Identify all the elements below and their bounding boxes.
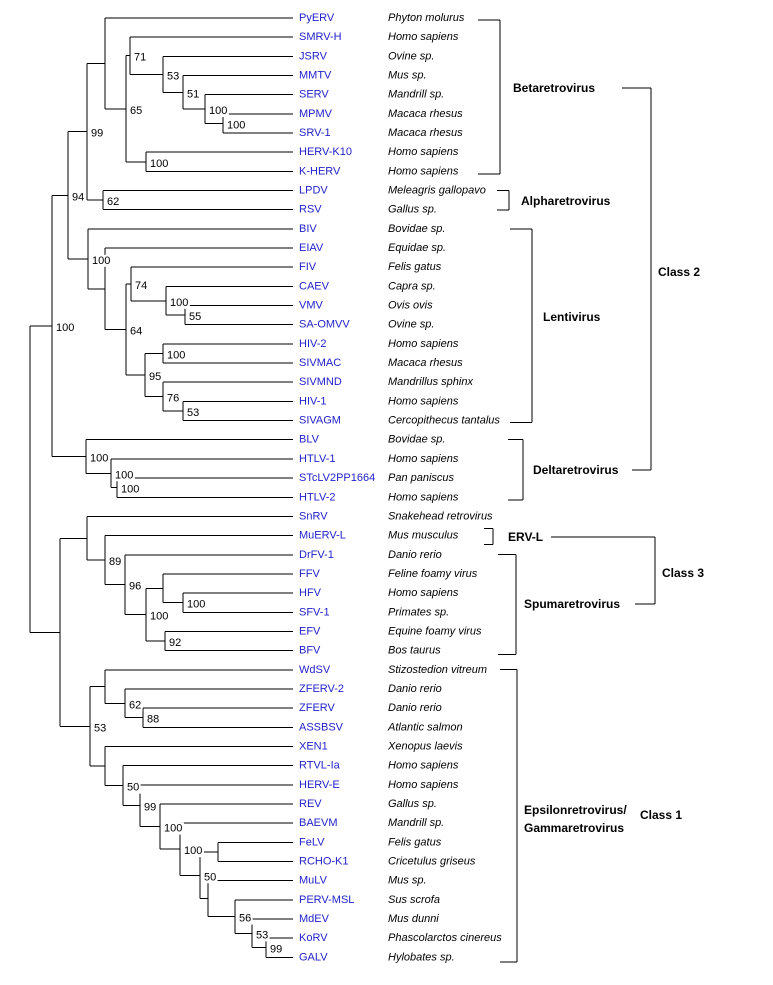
species-label: Primates sp. [388, 606, 450, 619]
species-label: Mandrill sp. [388, 817, 445, 830]
taxon-label: SnRV [299, 510, 328, 523]
species-label: Homo sapiens [388, 452, 459, 465]
species-label: Homo sapiens [388, 778, 459, 791]
bootstrap-label: 65 [130, 104, 143, 117]
class-label: Class 1 [640, 808, 683, 822]
taxon-label: HERV-E [299, 778, 340, 791]
species-label: Bos taurus [388, 644, 441, 657]
bootstrap-label: 53 [94, 722, 107, 735]
species-label: Felis gatus [388, 261, 442, 274]
bootstrap-label: 99 [91, 127, 104, 140]
species-label: Mus sp. [388, 69, 427, 82]
bootstrap-label: 50 [204, 871, 217, 884]
taxon-label: KoRV [299, 932, 328, 945]
taxon-label: BLV [299, 433, 319, 446]
species-label: Macaca rhesus [388, 357, 463, 370]
species-label: Xenopus laevis [388, 740, 463, 753]
species-label: Bovidae sp. [388, 433, 446, 446]
taxon-label: K-HERV [299, 165, 341, 178]
species-label: Homo sapiens [388, 395, 459, 408]
bootstrap-label: 96 [129, 580, 142, 593]
species-label: Danio rerio [388, 548, 442, 561]
bootstrap-label: 100 [150, 610, 169, 623]
taxon-label: MdEV [299, 912, 329, 925]
species-label: Equidae sp. [388, 242, 447, 255]
species-label: Danio rerio [388, 682, 442, 695]
species-label: Gallus sp. [388, 203, 437, 216]
bootstrap-label: 99 [270, 943, 283, 956]
taxon-label: HERV-K10 [299, 146, 352, 159]
taxon-label: ASSBSV [299, 721, 344, 734]
species-label: Ovine sp. [388, 318, 435, 331]
species-label: Bovidae sp. [388, 222, 446, 235]
taxon-label: VMV [299, 299, 323, 312]
taxon-label: MuERV-L [299, 529, 346, 542]
bootstrap-label: 95 [149, 371, 162, 384]
taxon-label: SMRV-H [299, 31, 342, 44]
taxon-label: BFV [299, 644, 321, 657]
species-label: Macaca rhesus [388, 127, 463, 140]
taxon-label: JSRV [299, 50, 327, 63]
species-label: Homo sapiens [388, 31, 459, 44]
bootstrap-label: 74 [135, 279, 148, 292]
bootstrap-label: 100 [167, 349, 186, 362]
taxon-label: BIV [299, 222, 317, 235]
bootstrap-label: 92 [169, 637, 182, 650]
bootstrap-label: 62 [107, 196, 120, 209]
taxon-label: ZFERV-2 [299, 682, 345, 695]
taxon-label: PERV-MSL [299, 893, 355, 906]
species-label: Homo sapiens [388, 146, 459, 159]
bootstrap-label: 100 [227, 119, 246, 132]
species-label: Mus sp. [388, 874, 427, 887]
species-label: Capra sp. [388, 280, 436, 293]
species-label: Homo sapiens [388, 337, 459, 350]
species-label: Mus dunni [388, 912, 439, 925]
bootstrap-label: 100 [209, 105, 228, 118]
species-label: Phyton molurus [388, 12, 465, 24]
species-label: Phascolarctos cinereus [388, 932, 502, 945]
taxon-label: MMTV [299, 69, 332, 82]
species-label: Macaca rhesus [388, 107, 463, 120]
taxon-label: LPDV [299, 184, 328, 197]
bootstrap-label: 100 [187, 598, 206, 611]
taxon-label: SIVMND [299, 376, 342, 389]
taxon-label: FFV [299, 567, 320, 580]
bootstrap-label: 100 [150, 157, 169, 170]
bootstrap-label: 62 [129, 699, 142, 712]
species-label: Meleagris gallopavo [388, 184, 486, 197]
taxon-label: RCHO-K1 [299, 855, 349, 868]
bootstrap-label: 100 [92, 254, 111, 267]
taxon-label: SIVMAC [299, 357, 342, 370]
taxon-label: HTLV-2 [299, 491, 336, 504]
species-label: Homo sapiens [388, 587, 459, 600]
bootstrap-label: 76 [167, 392, 180, 405]
taxon-label: EFV [299, 625, 321, 638]
bootstrap-label: 56 [239, 912, 252, 925]
taxon-label: REV [299, 797, 322, 810]
bootstrap-label: 71 [134, 51, 147, 64]
taxon-label: HIV-1 [299, 395, 327, 408]
taxon-label: BAEVM [299, 817, 338, 830]
species-label: Atlantic salmon [388, 721, 463, 734]
class-label: Class 2 [658, 265, 701, 279]
taxon-label: RTVL-Ia [299, 759, 340, 772]
species-label: Homo sapiens [388, 165, 459, 178]
species-label: Hylobates sp. [388, 951, 455, 964]
group-label: Lentivirus [543, 310, 601, 324]
bootstrap-label: 100 [184, 845, 203, 858]
bootstrap-label: 53 [167, 70, 180, 83]
taxon-label: PyERV [299, 12, 335, 24]
taxon-label: FeLV [299, 836, 325, 849]
species-label: Stizostedion vitreum [388, 663, 488, 676]
species-label: Snakehead retrovirus [388, 510, 493, 523]
taxon-label: FIV [299, 261, 317, 274]
bootstrap-label: 51 [187, 88, 200, 101]
species-label: Mandrill sp. [388, 88, 445, 101]
group-label: Gammaretrovirus [524, 821, 625, 835]
bootstrap-label: 50 [127, 781, 140, 794]
species-label: Danio rerio [388, 702, 442, 715]
bootstrap-label: 53 [256, 929, 269, 942]
species-label: Felis gatus [388, 836, 442, 849]
species-label: Homo sapiens [388, 491, 459, 504]
taxon-label: CAEV [299, 280, 329, 293]
taxon-label: WdSV [299, 663, 331, 676]
bootstrap-label: 100 [90, 452, 109, 465]
species-label: Homo sapiens [388, 759, 459, 772]
taxon-label: HTLV-1 [299, 452, 336, 465]
bootstrap-label: 99 [144, 801, 157, 814]
species-label: Feline foamy virus [388, 567, 478, 580]
taxon-label: SFV-1 [299, 606, 330, 619]
group-label: Alpharetrovirus [521, 194, 611, 208]
taxon-label: EIAV [299, 242, 324, 255]
group-label: Spumaretrovirus [524, 597, 621, 611]
bootstrap-label: 100 [170, 296, 189, 309]
species-label: Ovis ovis [388, 299, 433, 312]
species-label: Ovine sp. [388, 50, 435, 63]
taxon-label: GALV [299, 951, 328, 964]
taxon-label: SIVAGM [299, 414, 341, 427]
species-label: Cricetulus griseus [388, 855, 476, 868]
group-label: Deltaretrovirus [533, 463, 619, 477]
taxon-label: STcLV2PP1664 [299, 472, 376, 485]
bootstrap-label: 100 [115, 469, 134, 482]
species-label: Cercopithecus tantalus [388, 414, 500, 427]
bootstrap-label: 64 [130, 325, 143, 338]
taxon-label: SA-OMVV [299, 318, 350, 331]
taxon-label: SRV-1 [299, 127, 331, 140]
taxon-label: XEN1 [299, 740, 328, 753]
species-label: Equine foamy virus [388, 625, 482, 638]
taxon-label: DrFV-1 [299, 548, 334, 561]
taxon-label: ZFERV [299, 702, 335, 715]
group-label: ERV-L [508, 530, 544, 544]
species-label: Mus musculus [388, 529, 459, 542]
taxon-label: MPMV [299, 107, 332, 120]
taxon-label: HFV [299, 587, 321, 600]
class-label: Class 3 [662, 566, 705, 580]
bootstrap-label: 100 [121, 483, 140, 496]
species-label: Sus scrofa [388, 893, 440, 906]
bootstrap-label: 100 [164, 822, 183, 835]
taxon-label: HIV-2 [299, 337, 327, 350]
bootstrap-label: 89 [109, 556, 122, 569]
species-label: Mandrillus sphinx [388, 376, 473, 389]
group-label: Betaretrovirus [513, 81, 596, 95]
group-label: Epsilonretrovirus/ [524, 803, 627, 817]
bootstrap-label: 94 [72, 191, 85, 204]
taxon-label: MuLV [299, 874, 327, 887]
bootstrap-label: 88 [147, 713, 160, 726]
bootstrap-label: 100 [56, 321, 75, 334]
species-label: Pan paniscus [388, 472, 455, 485]
bootstrap-label: 55 [189, 311, 202, 324]
taxon-label: SERV [299, 88, 329, 101]
species-label: Gallus sp. [388, 797, 437, 810]
taxon-label: RSV [299, 203, 322, 216]
bootstrap-label: 53 [187, 406, 200, 419]
